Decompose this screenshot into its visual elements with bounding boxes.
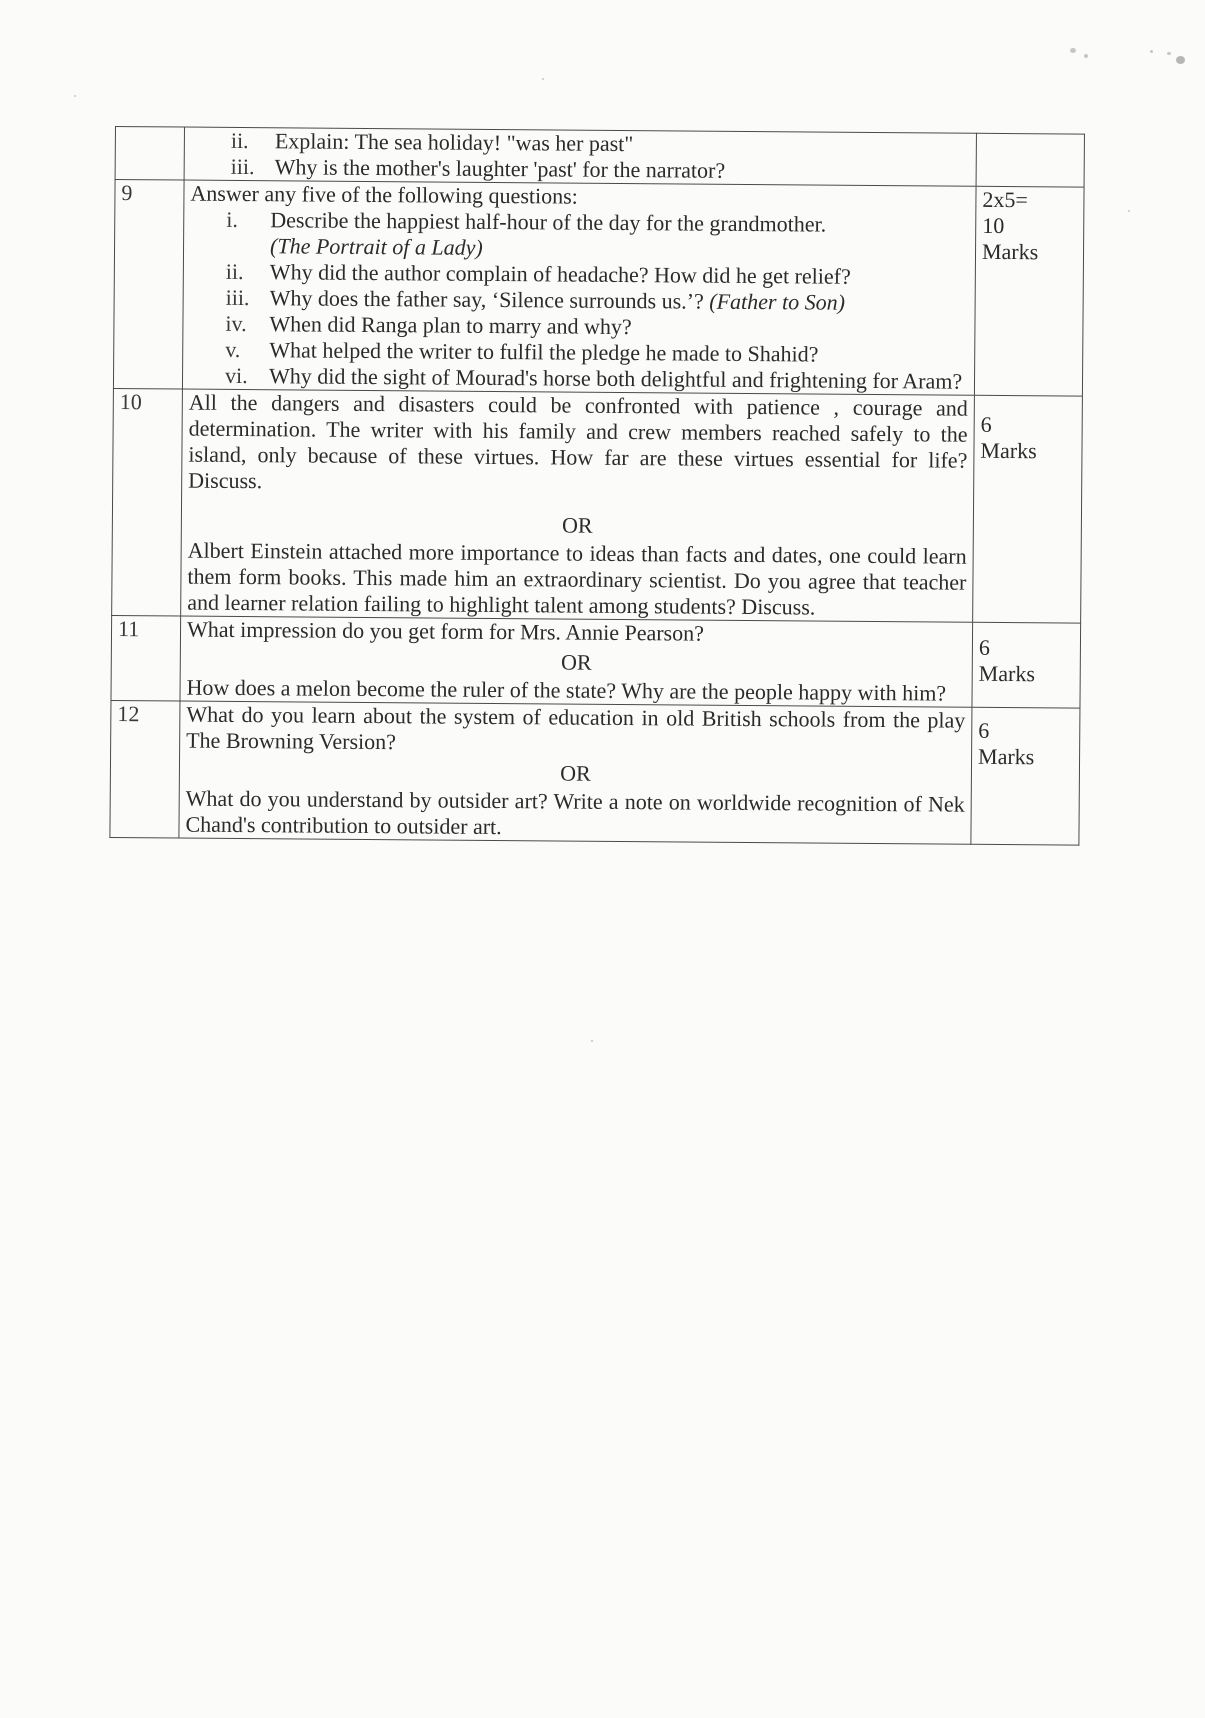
question-number-cell — [115, 127, 184, 181]
question-12-body — [179, 701, 972, 844]
continuation-body — [184, 127, 976, 186]
list-item: i. Describe the happiest half-hour of the day for the grandmother. (The Portrait of a Lady) — [226, 206, 827, 260]
question-text: What do you understand by outsider art? Write a note on worldwide recognition of Nek Chand's contribution to outsider art. — [185, 785, 965, 840]
list-item: iii. Why does the father say, ‘Silence surrounds us.’? (Father to Son) — [225, 284, 846, 315]
marks-cell: 2x5= 10 Marks — [974, 186, 1084, 396]
list-item: v. What helped the writer to fulfil the pledge he made to Shahid? — [225, 336, 819, 367]
list-item: ii. Why did the author complain of headache? How did he get relief? — [225, 258, 851, 289]
or-separator: OR — [560, 760, 591, 786]
question-12-row — [110, 700, 1080, 845]
marks-cell — [976, 133, 1084, 187]
question-10-row — [112, 388, 1083, 623]
question-text: What impression do you get form for Mrs. Annie Pearson? — [186, 616, 705, 646]
list-item: iii. Why is the mother's laughter 'past' for the narrator? — [230, 153, 726, 183]
question-10-body — [181, 389, 975, 622]
question-text: Albert Einstein attached more importance to ideas than facts and dates, one could learn them form books. This made him an extraordinary scientist. Do you agree that teacher and learner relation failing to highlight talent among students? Discuss. — [187, 537, 967, 620]
question-9-intro: Answer any five of the following questions: — [190, 180, 578, 209]
question-number: 11 — [111, 615, 181, 701]
question-9-row — [113, 180, 1084, 397]
question-text: How does a melon become the ruler of the state? Why are the people happy with him? — [186, 674, 947, 706]
marks-cell: 6 Marks — [973, 395, 1083, 623]
question-number: 9 — [113, 180, 184, 390]
continuation-row — [115, 127, 1084, 188]
question-11-row — [111, 615, 1081, 708]
question-table — [109, 126, 1085, 846]
list-item: vi. Why did the sight of Mourad's horse both delightful and frightening for Aram? — [224, 362, 963, 394]
marks-cell: 6 Marks — [971, 707, 1080, 845]
question-9-body — [182, 180, 976, 395]
marks-cell: 6 Marks — [972, 622, 1081, 708]
question-number: 10 — [112, 388, 183, 616]
question-11-body — [180, 616, 973, 707]
or-separator: OR — [560, 649, 592, 675]
question-text: All the dangers and disasters could be confronted with patience , courage and determination. The writer with his family and crew members reached safely to the island, only because of these virtues. How far are these virtues essential for life? Discuss. — [188, 389, 968, 494]
question-text: What do you learn about the system of education in old British schools from the play The Browning Version? — [186, 701, 966, 755]
list-item: iv. When did Ranga plan to marry and why? — [225, 310, 632, 340]
list-item: ii. Explain: The sea holiday! "was her past" — [230, 127, 634, 157]
or-separator: OR — [562, 512, 593, 538]
question-number: 12 — [110, 700, 180, 838]
